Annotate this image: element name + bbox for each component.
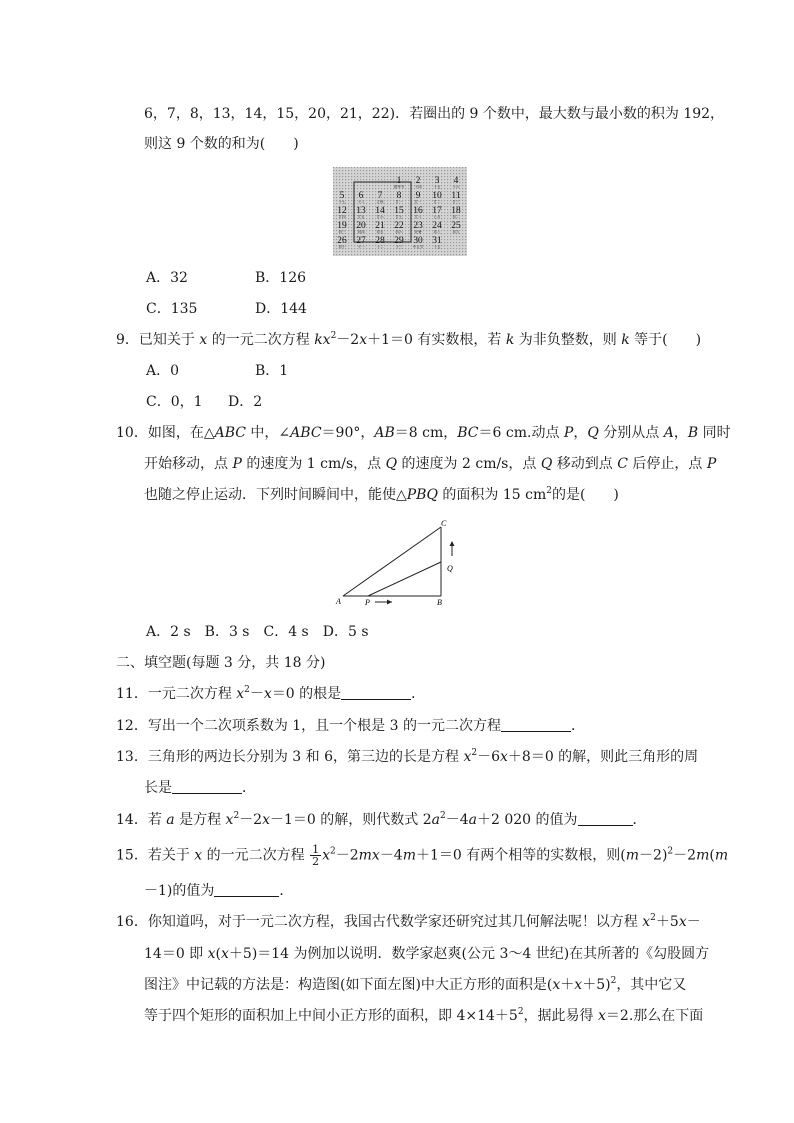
calendar-lunar-3: 十五 xyxy=(433,185,441,189)
calendar-day-18: 18 xyxy=(451,206,461,216)
calendar-lunar-2: 十四 xyxy=(414,185,422,189)
calendar-lunar-11: 廿三 xyxy=(452,200,460,204)
calendar-lunar-30: 中元节 xyxy=(412,245,424,249)
label-a: A xyxy=(336,597,341,606)
calendar-lunar-7: 立秋 xyxy=(376,200,384,204)
calendar-lunar-18: 初二 xyxy=(452,215,460,219)
q8-line1: 6，7，8，13，14，15，20，21，22)．若圈出的 9 个数中，最大数与最小数的积为 192， xyxy=(144,106,725,122)
calendar-lunar-31: 十五 xyxy=(433,245,441,249)
q15-line1: 15．若关于 x 的一元二次方程 $\frac{1}{2}$ $x^2-2mx-4m+1=0$ 有两个相等的实数根，则$(m-2)^2-2m(m$ xyxy=(116,843,729,868)
answer-blank-13[interactable] xyxy=(172,779,242,794)
calendar-day-19: 19 xyxy=(337,221,347,231)
calendar-day-31: 31 xyxy=(432,236,442,246)
calendar-lunar-26: 初十 xyxy=(338,245,346,249)
calendar-day-28: 28 xyxy=(375,236,385,246)
calendar-lunar-24: 初八 xyxy=(433,230,441,234)
calendar-figure xyxy=(333,167,467,256)
q9-stem: 9．已知关于 x 的一元二次方程 $kx^2-2x+1=0$ 有实数根，若 k 为非负整数，则 k 等于( ) xyxy=(116,331,702,348)
q8-option-a: A．32 xyxy=(146,270,188,286)
calendar-lunar-20: 初四 xyxy=(357,230,365,234)
calendar-lunar-27: 十一 xyxy=(357,245,365,249)
q12: 12．写出一个二次项系数为 1，且一个根是 3 的一元二次方程 ． xyxy=(116,718,585,734)
calendar-lunar-28: 十二 xyxy=(376,245,384,249)
calendar-lunar-21: 初五 xyxy=(376,230,384,234)
fraction-one-half: $\frac{1}{2}$ xyxy=(312,843,320,868)
calendar-day-22: 22 xyxy=(394,221,404,231)
calendar-day-23: 23 xyxy=(413,221,423,231)
calendar-day-5: 5 xyxy=(339,191,345,201)
label-q: Q xyxy=(447,564,453,573)
q16-line2: 14＝0 即 x(x＋5)＝14 为例加以说明．数学家赵爽(公元 3～4 世纪)在其所著的《勾股圆方 xyxy=(144,946,710,962)
calendar-lunar-15: 廿七 xyxy=(395,215,403,219)
calendar-lunar-6: 十八 xyxy=(357,200,365,204)
calendar-day-29: 29 xyxy=(394,236,404,246)
calendar-day-17: 17 xyxy=(432,206,442,216)
calendar-day-15: 15 xyxy=(394,206,404,216)
calendar-lunar-17: 七月 xyxy=(433,215,441,219)
q10-options: A．2 s B．3 s C．4 s D．5 s xyxy=(146,624,369,640)
q10-line1: 10．如图，在△ABC 中，∠ABC＝90°，AB＝8 cm，BC＝6 cm.动点 P，Q 分别从点 A，B 同时 xyxy=(116,425,731,441)
q16-line4: 等于四个矩形的面积加上中间小正方形的面积，即 $4\times 14+5^2$，据此易得 x＝2.那么在下面 xyxy=(144,1007,704,1024)
calendar-day-26: 26 xyxy=(337,236,347,246)
triangle-figure xyxy=(335,518,460,610)
calendar-day-4: 4 xyxy=(453,176,459,186)
calendar-lunar-13: 廿五 xyxy=(357,215,365,219)
segment-pq xyxy=(368,562,441,596)
calendar-lunar-23: 处暑 xyxy=(414,230,422,234)
calendar-day-10: 10 xyxy=(432,191,442,201)
calendar-lunar-9: 廿一 xyxy=(414,200,422,204)
calendar-day-16: 16 xyxy=(413,206,423,216)
q9-option-d: D．2 xyxy=(228,394,263,410)
answer-blank-15[interactable] xyxy=(214,882,279,897)
calendar-day-12: 12 xyxy=(337,206,347,216)
label-b: B xyxy=(437,598,442,607)
calendar-lunar-14: 廿六 xyxy=(376,215,384,219)
calendar-lunar-12: 廿四 xyxy=(338,215,346,219)
calendar-lunar-16: 廿八 xyxy=(414,215,422,219)
calendar-day-8: 8 xyxy=(396,191,402,201)
q11: 11．一元二次方程 $x^2-x=0$ 的根是 ． xyxy=(116,685,426,702)
segment-ac xyxy=(343,527,441,596)
calendar-day-13: 13 xyxy=(356,206,366,216)
arrow-q-up-head xyxy=(450,541,455,546)
calendar-day-2: 2 xyxy=(415,176,421,186)
calendar-day-3: 3 xyxy=(434,176,440,186)
calendar-lunar-22: 初六 xyxy=(395,230,403,234)
q8-option-b: B．126 xyxy=(255,270,307,286)
arrow-p-right-head xyxy=(387,600,392,605)
q13-line2: 长是 ． xyxy=(144,780,256,796)
q8-line2: 则这 9 个数的和为( ) xyxy=(144,136,299,152)
label-p: P xyxy=(365,598,370,607)
calendar-day-6: 6 xyxy=(358,191,364,201)
q13-line1: 13．三角形的两边长分别为 3 和 6，第三边的长是方程 $x^2-6x+8=0$ 的解，则此三角形的周 xyxy=(116,748,699,765)
q8-option-d: D．144 xyxy=(255,301,307,317)
calendar-lunar-10: 廿二 xyxy=(433,200,441,204)
q16-line3: 图注》中记载的方法是：构造图(如下面左图)中大正方形的面积是$(x+x+5)^2$，其中它又 xyxy=(144,976,687,993)
answer-blank-11[interactable] xyxy=(341,685,411,700)
q10-line2: 开始移动，点 P 的速度为 1 cm/s，点 Q 的速度为 2 cm/s，点 Q 移动到点 C 后停止，点 P xyxy=(144,456,717,472)
calendar-lunar-4: 十六 xyxy=(452,185,460,189)
calendar-lunar-5: 十七 xyxy=(338,200,346,204)
calendar-day-9: 9 xyxy=(415,191,421,201)
q9-option-c: C．0，1 xyxy=(146,394,203,410)
section-2-heading: 二、填空题(每题 3 分，共 18 分) xyxy=(116,655,326,671)
calendar-lunar-1: 建军节 xyxy=(393,185,405,189)
calendar-lunar-29: 十三 xyxy=(395,245,403,249)
calendar-day-27: 27 xyxy=(356,236,366,246)
answer-blank-14[interactable] xyxy=(578,811,633,826)
calendar-day-24: 24 xyxy=(432,221,442,231)
q14: 14．若 a 是方程 $x^2-2x-1=0$ 的解，则代数式 $2a^2-4a+2$ 020 的值为 ． xyxy=(116,811,647,828)
calendar-day-30: 30 xyxy=(413,236,423,246)
answer-blank-12[interactable] xyxy=(501,717,571,732)
calendar-day-1: 1 xyxy=(396,176,402,186)
q10-line3: 也随之停止运动．下列时间瞬间中，能使△PBQ 的面积为 15 $cm^2$的是( ) xyxy=(144,486,619,503)
calendar-lunar-25: 初九 xyxy=(452,230,460,234)
calendar-lunar-8: 廿一 xyxy=(395,200,403,204)
calendar-day-21: 21 xyxy=(375,221,385,231)
calendar-day-14: 14 xyxy=(375,206,385,216)
calendar-day-25: 25 xyxy=(451,221,461,231)
calendar-day-11: 11 xyxy=(451,191,461,201)
calendar-day-7: 7 xyxy=(377,191,383,201)
calendar-lunar-19: 初三 xyxy=(338,230,346,234)
label-c: C xyxy=(441,519,447,528)
q9-option-b: B．1 xyxy=(255,363,289,379)
q16-line1: 16．你知道吗，对于一元二次方程，我国古代数学家还研究过其几何解法呢！以方程 $x^2+5x-$ xyxy=(116,913,701,930)
q15-line2: －1)的值为 ． xyxy=(144,883,294,899)
q9-option-a: A．0 xyxy=(146,363,180,379)
calendar-day-20: 20 xyxy=(356,221,366,231)
q8-option-c: C．135 xyxy=(146,301,198,317)
